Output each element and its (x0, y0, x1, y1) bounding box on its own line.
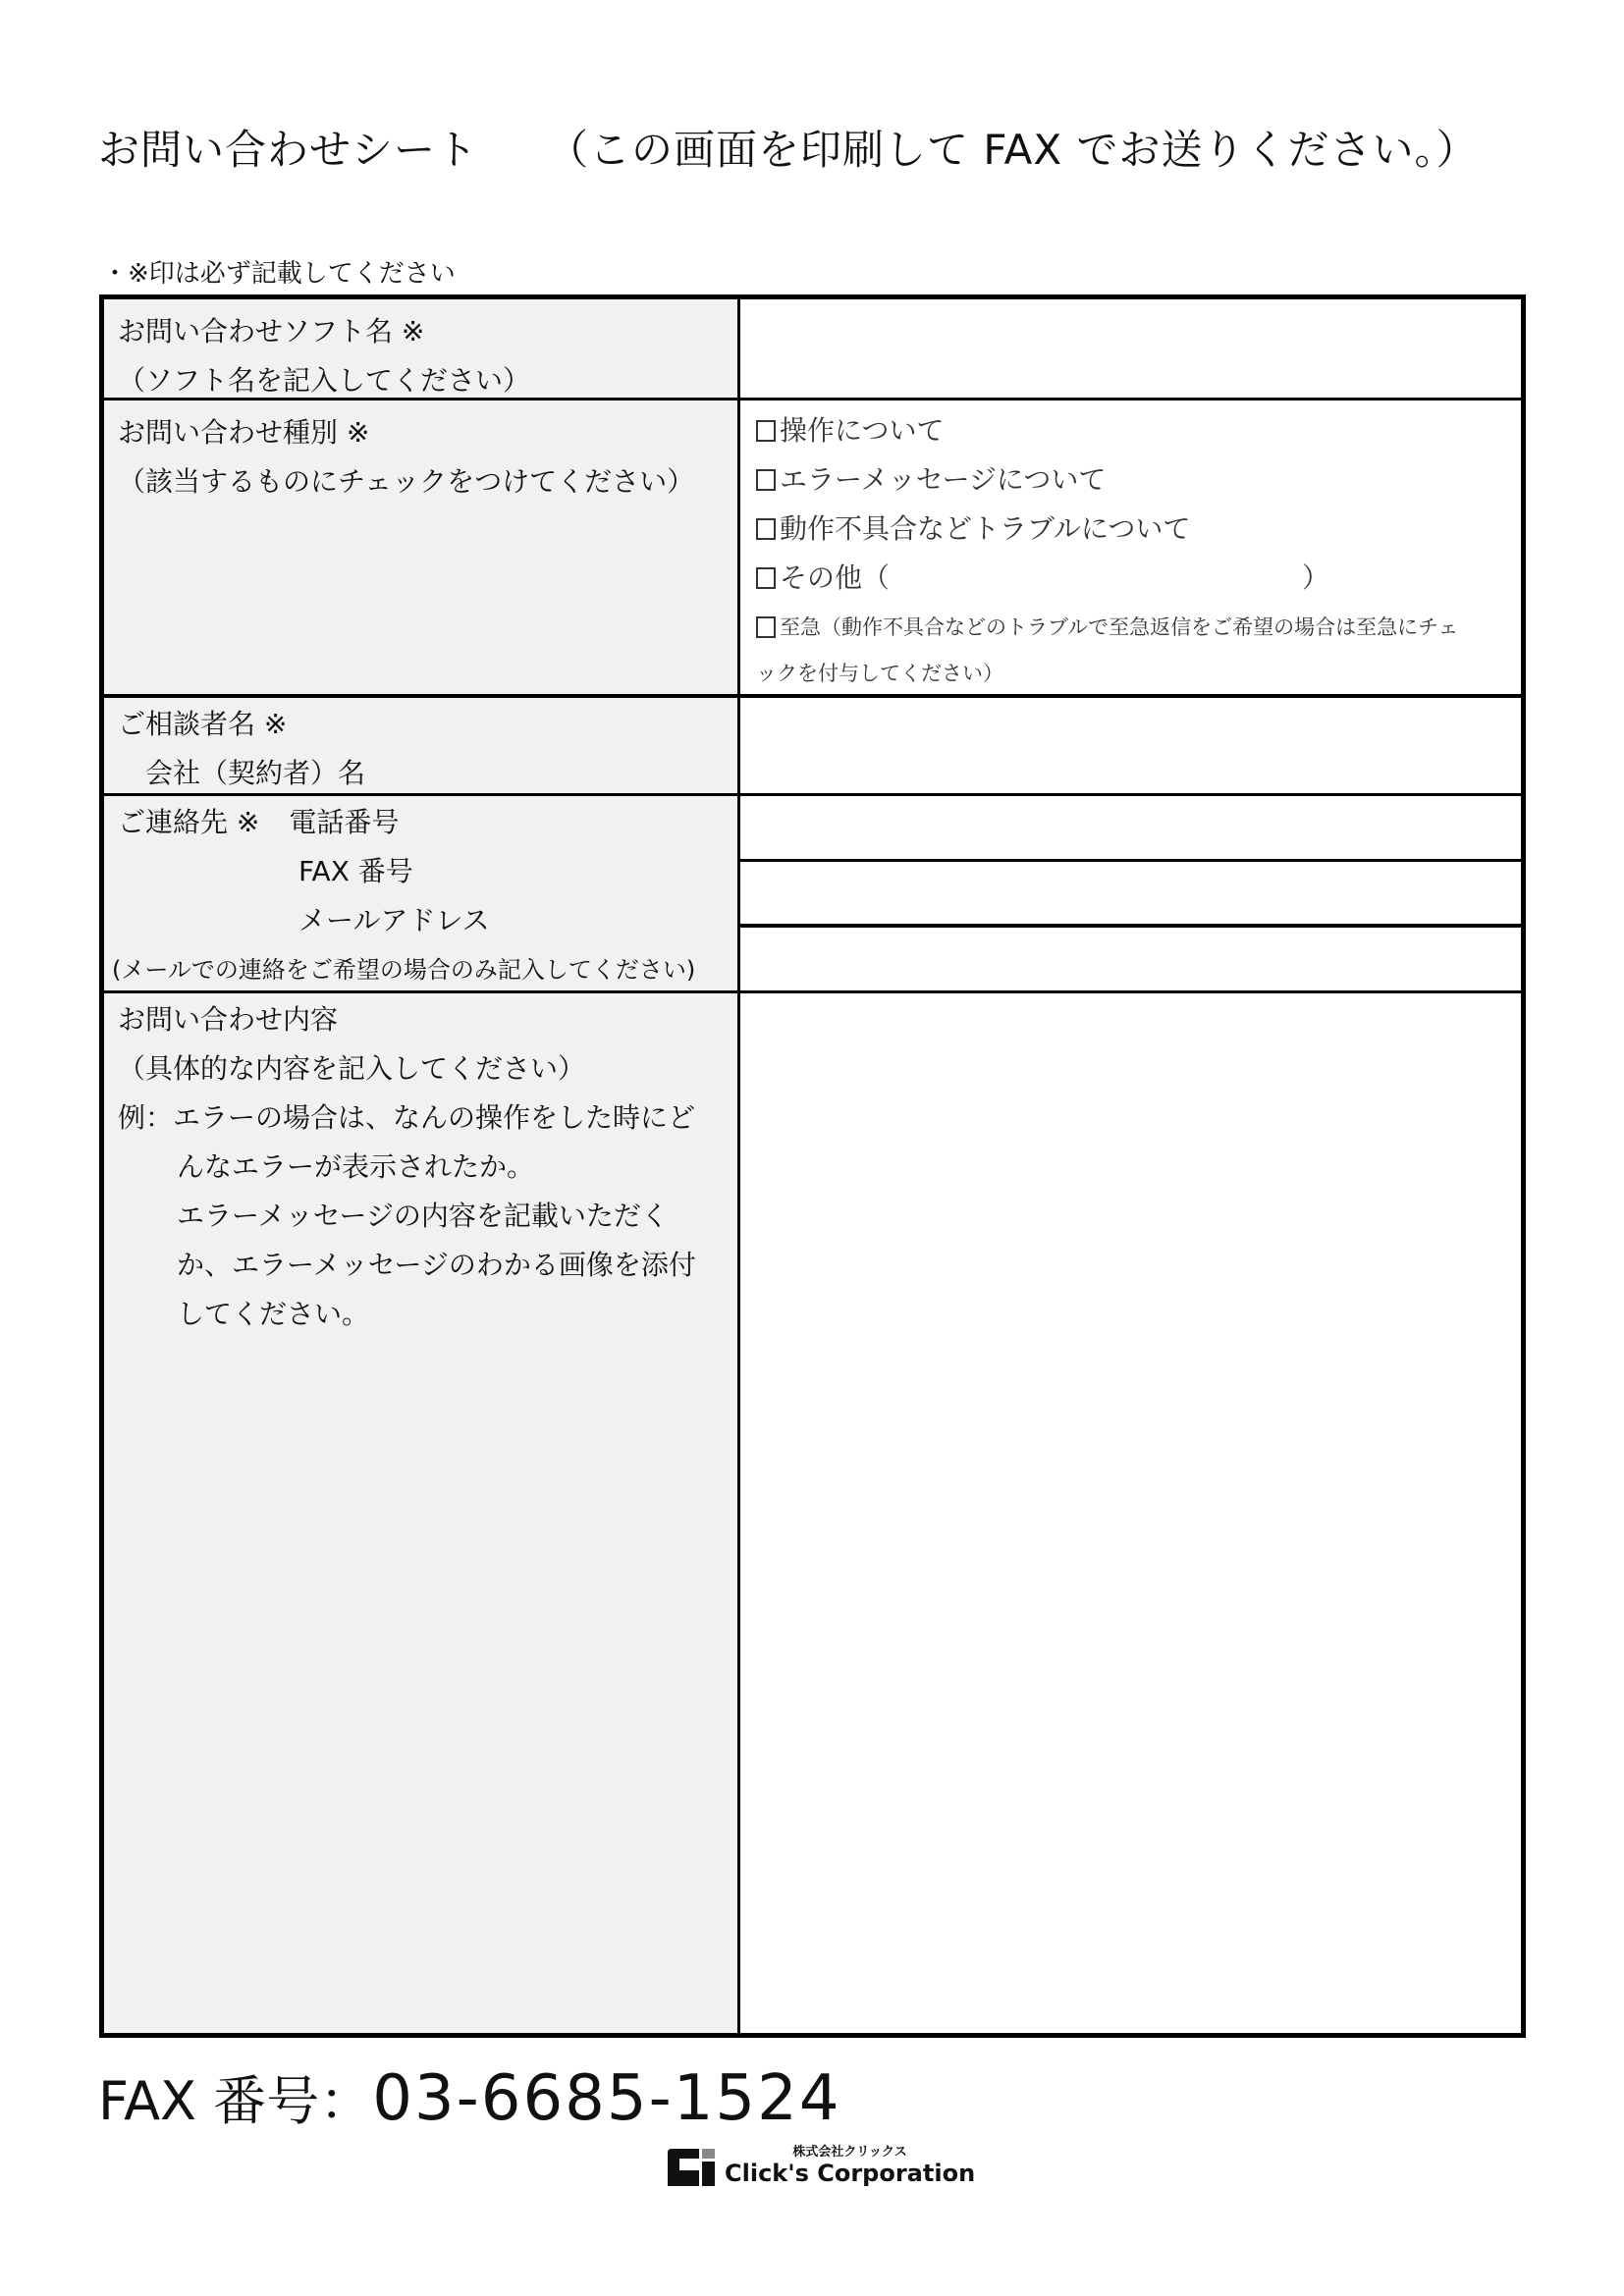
category-hint: （該当するものにチェックをつけてください） (118, 465, 695, 498)
checkbox-icon[interactable] (756, 469, 776, 491)
example-line: してください。 (177, 1298, 370, 1330)
row-contact (104, 796, 1521, 990)
category-options (740, 400, 1521, 694)
example-line: んなエラーが表示されたか。 (177, 1150, 535, 1183)
content-hint: （具体的な内容を記入してください） (118, 1052, 586, 1085)
row-software (104, 299, 1521, 398)
checkbox-icon[interactable] (756, 518, 776, 540)
email-label: メールアドレス (298, 904, 490, 936)
option-urgent[interactable]: 至急（動作不具合などのトラブルで至急返信をご希望の場合は至急にチェ (756, 603, 1521, 652)
email-hint: (メールでの連絡をご希望の場合のみ記入してください) (112, 956, 696, 984)
label-cell-category (104, 400, 740, 694)
company-logo (668, 2145, 975, 2186)
consultant-hint: 会社（契約者）名 (145, 757, 366, 789)
title-instruction: （この画面を印刷して FAX でお送りください。） (547, 126, 1479, 174)
software-input[interactable] (740, 299, 1521, 398)
content-textarea[interactable] (740, 993, 1521, 2033)
fax-number-label: FAX 番号： (98, 2070, 373, 2132)
inquiry-form-table (99, 294, 1526, 2038)
checkbox-icon[interactable] (756, 616, 776, 638)
phone-label: 電話番号 (289, 806, 400, 838)
example-line: エラーメッセージの内容を記載いただく (177, 1200, 669, 1232)
clicks-logo-icon (668, 2149, 717, 2186)
option-urgent-continued: ックを付与してください） (756, 662, 1003, 685)
label-cell-contact (104, 796, 740, 990)
checkbox-icon[interactable] (756, 567, 776, 589)
category-label: お問い合わせ種別 ※ (118, 416, 370, 449)
title-main: お問い合わせシート (98, 126, 479, 174)
fax-number-block (98, 2059, 841, 2135)
fax-input[interactable] (740, 859, 1521, 925)
label-cell-content (104, 993, 740, 2033)
page-title (98, 118, 1479, 177)
option-other[interactable]: その他（ ） (756, 554, 1521, 603)
software-hint: （ソフト名を記入してください） (118, 364, 531, 397)
checkbox-icon[interactable] (756, 420, 776, 442)
contact-label: ご連絡先 ※ (118, 806, 260, 838)
software-label: お問い合わせソフト名 ※ (118, 315, 425, 347)
label-cell-software (104, 299, 740, 398)
option-trouble[interactable]: 動作不具合などトラブルについて (756, 505, 1521, 554)
company-name-jp: 株式会社クリックス (792, 2145, 907, 2160)
label-cell-consultant (104, 698, 740, 793)
email-input[interactable] (740, 924, 1521, 992)
phone-input[interactable] (740, 796, 1521, 859)
example-line: 例：エラーの場合は、なんの操作をした時にど (118, 1101, 696, 1134)
contact-inputs (740, 796, 1521, 990)
example-line: か、エラーメッセージのわかる画像を添付 (177, 1249, 696, 1281)
row-consultant (104, 698, 1521, 793)
consultant-input[interactable] (740, 698, 1521, 793)
fax-label: FAX 番号 (298, 855, 413, 887)
option-error-message[interactable]: エラーメッセージについて (756, 455, 1521, 505)
option-operation[interactable]: 操作について (756, 406, 1521, 455)
row-category (104, 400, 1521, 694)
company-name-en: Click's Corporation (725, 2160, 976, 2187)
content-label: お問い合わせ内容 (118, 1003, 339, 1036)
fax-number: 03-6685-1524 (372, 2062, 841, 2135)
consultant-label: ご相談者名 ※ (118, 708, 288, 740)
required-note: ・※印は必ず記載してください (102, 259, 456, 289)
contact-label-line (118, 798, 737, 847)
row-content (104, 993, 1521, 2033)
